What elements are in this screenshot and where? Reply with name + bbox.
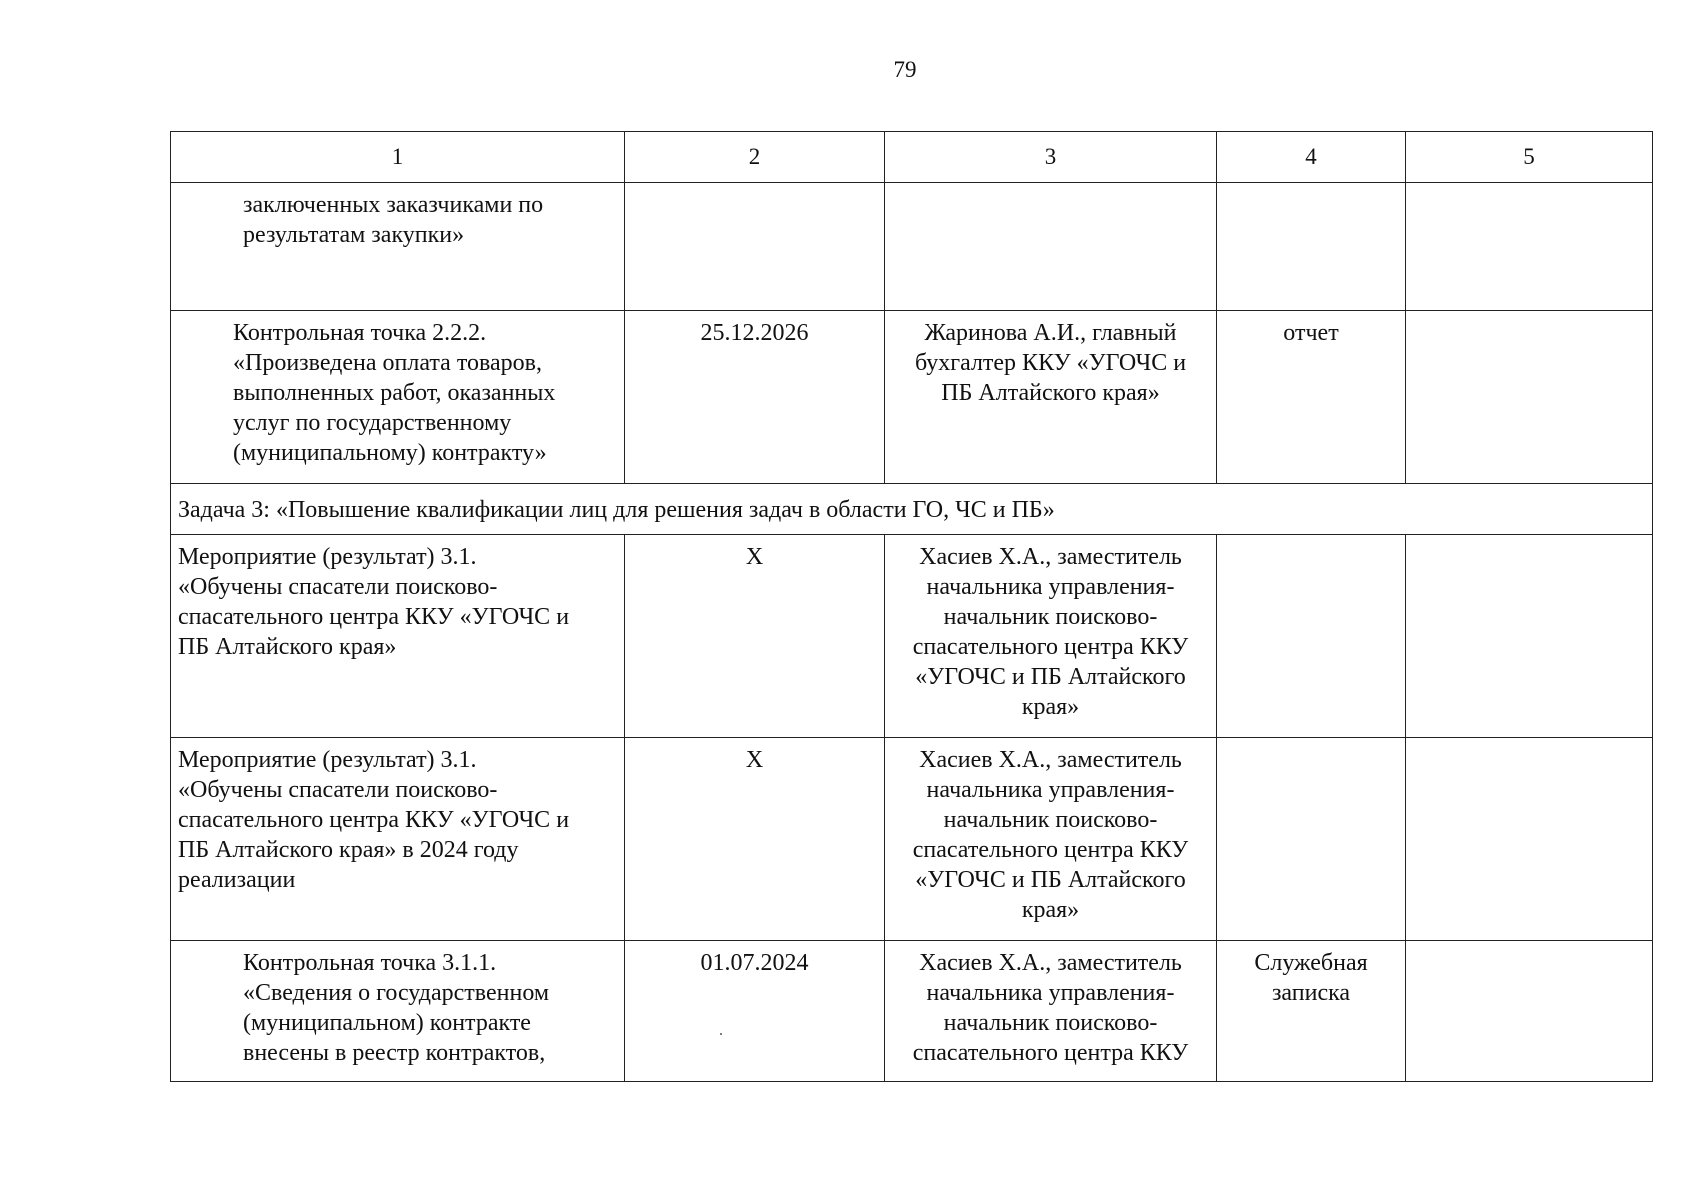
cell-document <box>1217 183 1406 311</box>
cell-document: отчет <box>1217 311 1406 484</box>
cell-responsible <box>885 311 1217 484</box>
text-line: (муниципальному) контракту» <box>233 440 547 466</box>
text-line: «Произведена оплата товаров, <box>233 350 542 376</box>
cell-document <box>1217 941 1406 1082</box>
text-line: начальника управления- <box>926 777 1175 803</box>
text-line: «Обучены спасатели поисково- <box>178 777 498 803</box>
text-line: бухгалтер ККУ «УГОЧС и <box>914 350 1187 376</box>
text-line: края» <box>1021 897 1080 923</box>
cell-responsible <box>885 183 1217 311</box>
text-line: «УГОЧС и ПБ Алтайского <box>915 664 1186 690</box>
column-header-5: 5 <box>1406 132 1653 183</box>
cell-document <box>1217 738 1406 941</box>
text-line: результатам закупки» <box>243 222 465 248</box>
text-line: начальника управления- <box>926 574 1175 600</box>
cell-description <box>171 183 625 311</box>
cell-notes <box>1406 311 1653 484</box>
text-line: заключенных заказчиками по <box>243 192 544 218</box>
text-line: выполненных работ, оказанных <box>233 380 556 406</box>
text-line: начальника управления- <box>926 980 1175 1006</box>
cell-notes <box>1406 183 1653 311</box>
text-line: ПБ Алтайского края» <box>941 380 1160 406</box>
text-line: Служебная <box>1254 950 1368 976</box>
cell-date: 25.12.2026 <box>625 311 885 484</box>
text-line: ПБ Алтайского края» в 2024 году <box>178 837 519 863</box>
cell-responsible <box>885 535 1217 738</box>
column-header-4: 4 <box>1217 132 1406 183</box>
text-line: Мероприятие (результат) 3.1. <box>178 544 477 570</box>
column-header-3: 3 <box>885 132 1217 183</box>
table-header-row <box>171 132 1653 183</box>
text-line: «УГОЧС и ПБ Алтайского <box>915 867 1186 893</box>
cell-responsible <box>885 941 1217 1082</box>
table-row <box>171 183 1653 311</box>
scan-dot <box>720 1033 722 1035</box>
text-line: Мероприятие (результат) 3.1. <box>178 747 477 773</box>
text-line: начальник поисково- <box>943 1010 1158 1036</box>
table-row <box>171 311 1653 484</box>
table-row <box>171 535 1653 738</box>
text-line: ПБ Алтайского края» <box>178 634 397 660</box>
text-line: услуг по государственному <box>233 410 512 436</box>
text-line: реализации <box>178 867 296 893</box>
text-line: начальник поисково- <box>943 604 1158 630</box>
column-header-1: 1 <box>171 132 625 183</box>
cell-responsible <box>885 738 1217 941</box>
column-header-2: 2 <box>625 132 885 183</box>
cell-notes <box>1406 941 1653 1082</box>
cell-description <box>171 311 625 484</box>
text-line: Хасиев Х.А., заместитель <box>919 950 1182 976</box>
text-line: «Обучены спасатели поисково- <box>178 574 498 600</box>
cell-date: X <box>625 738 885 941</box>
text-line: Жаринова А.И., главный <box>924 320 1177 346</box>
text-line: Хасиев Х.А., заместитель <box>919 544 1182 570</box>
cell-date: X <box>625 535 885 738</box>
text-line: спасательного центра ККУ «УГОЧС и <box>178 807 570 833</box>
cell-description <box>171 535 625 738</box>
cell-date <box>625 183 885 311</box>
text-line: Контрольная точка 3.1.1. <box>243 950 497 976</box>
cell-description <box>171 941 625 1082</box>
text-line: спасательного центра ККУ <box>912 837 1189 863</box>
text-line: Контрольная точка 2.2.2. <box>233 320 487 346</box>
text-line: спасательного центра ККУ <box>912 634 1189 660</box>
text-line: спасательного центра ККУ «УГОЧС и <box>178 604 570 630</box>
task-row <box>171 484 1653 535</box>
text-line: спасательного центра ККУ <box>912 1040 1189 1066</box>
cell-notes <box>1406 738 1653 941</box>
document-table <box>170 131 1653 1082</box>
text-line: внесены в реестр контрактов, <box>243 1040 546 1066</box>
task-heading: Задача 3: «Повышение квалификации лиц для решения задач в области ГО, ЧС и ПБ» <box>171 484 1653 535</box>
text-line: записка <box>1271 980 1351 1006</box>
text-line: Хасиев Х.А., заместитель <box>919 747 1182 773</box>
text-line: начальник поисково- <box>943 807 1158 833</box>
table-row <box>171 738 1653 941</box>
cell-document <box>1217 535 1406 738</box>
page-number: 79 <box>893 57 917 82</box>
cell-date: 01.07.2024 <box>625 941 885 1082</box>
cell-description <box>171 738 625 941</box>
text-line: «Сведения о государственном <box>243 980 550 1006</box>
table-row <box>171 941 1653 1082</box>
cell-notes <box>1406 535 1653 738</box>
text-line: края» <box>1021 694 1080 720</box>
text-line: (муниципальном) контракте <box>243 1010 531 1036</box>
